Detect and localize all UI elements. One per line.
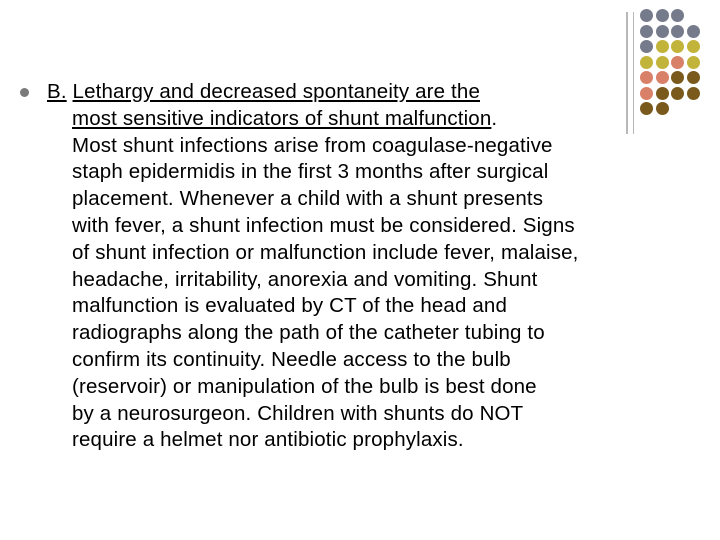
decorative-dot <box>687 71 700 84</box>
decorative-dot <box>671 87 684 100</box>
body-line: (reservoir) or manipulation of the bulb is best done <box>72 374 537 398</box>
decorative-dot <box>687 56 700 69</box>
body-line: require a helmet nor antibiotic prophylaxis. <box>72 428 464 452</box>
body-line: malfunction is evaluated by CT of the head and <box>72 294 508 318</box>
headline-period: . <box>491 106 498 130</box>
decorative-dot <box>671 40 684 53</box>
body-line: headache, irritability, anorexia and vomiting. Shunt <box>72 267 538 291</box>
headline-line-2 <box>47 106 667 133</box>
body-line: confirm its continuity. Needle access to the bulb <box>72 347 511 371</box>
item-label: B. <box>47 80 67 103</box>
decorative-dot <box>671 25 684 38</box>
decorative-dot <box>640 40 653 53</box>
decorative-dot <box>656 56 669 69</box>
body-line: by a neurosurgeon. Children with shunts do NOT <box>72 401 524 425</box>
decorative-dot <box>656 9 669 22</box>
body-line: Most shunt infections arise from coagulase-negative <box>72 133 553 157</box>
decorative-dot <box>656 25 669 38</box>
decorative-dot <box>640 9 653 22</box>
decorative-dot <box>671 56 684 69</box>
body-line: staph epidermidis in the first 3 months after surgical <box>72 160 549 184</box>
body-line: of shunt infection or malfunction include fever, malaise, <box>72 240 579 264</box>
bullet-icon <box>20 88 29 97</box>
decorative-dot <box>671 9 684 22</box>
decorative-dot <box>687 25 700 38</box>
body-line: radiographs along the path of the catheter tubing to <box>72 321 545 345</box>
body-line: with fever, a shunt infection must be considered. Signs <box>72 213 575 237</box>
bullet-paragraph <box>47 79 667 454</box>
decorative-dot <box>687 40 700 53</box>
headline-text-2: most sensitive indicators of shunt malfunction <box>72 106 492 130</box>
decorative-dot <box>640 56 653 69</box>
body-line: placement. Whenever a child with a shunt presents <box>72 187 544 211</box>
decorative-dot <box>687 87 700 100</box>
decorative-dot <box>671 71 684 84</box>
headline-text-1: Lethargy and decreased spontaneity are the <box>72 80 481 103</box>
decorative-dot <box>640 25 653 38</box>
decorative-dot <box>656 40 669 53</box>
headline-line-1 <box>47 79 667 106</box>
